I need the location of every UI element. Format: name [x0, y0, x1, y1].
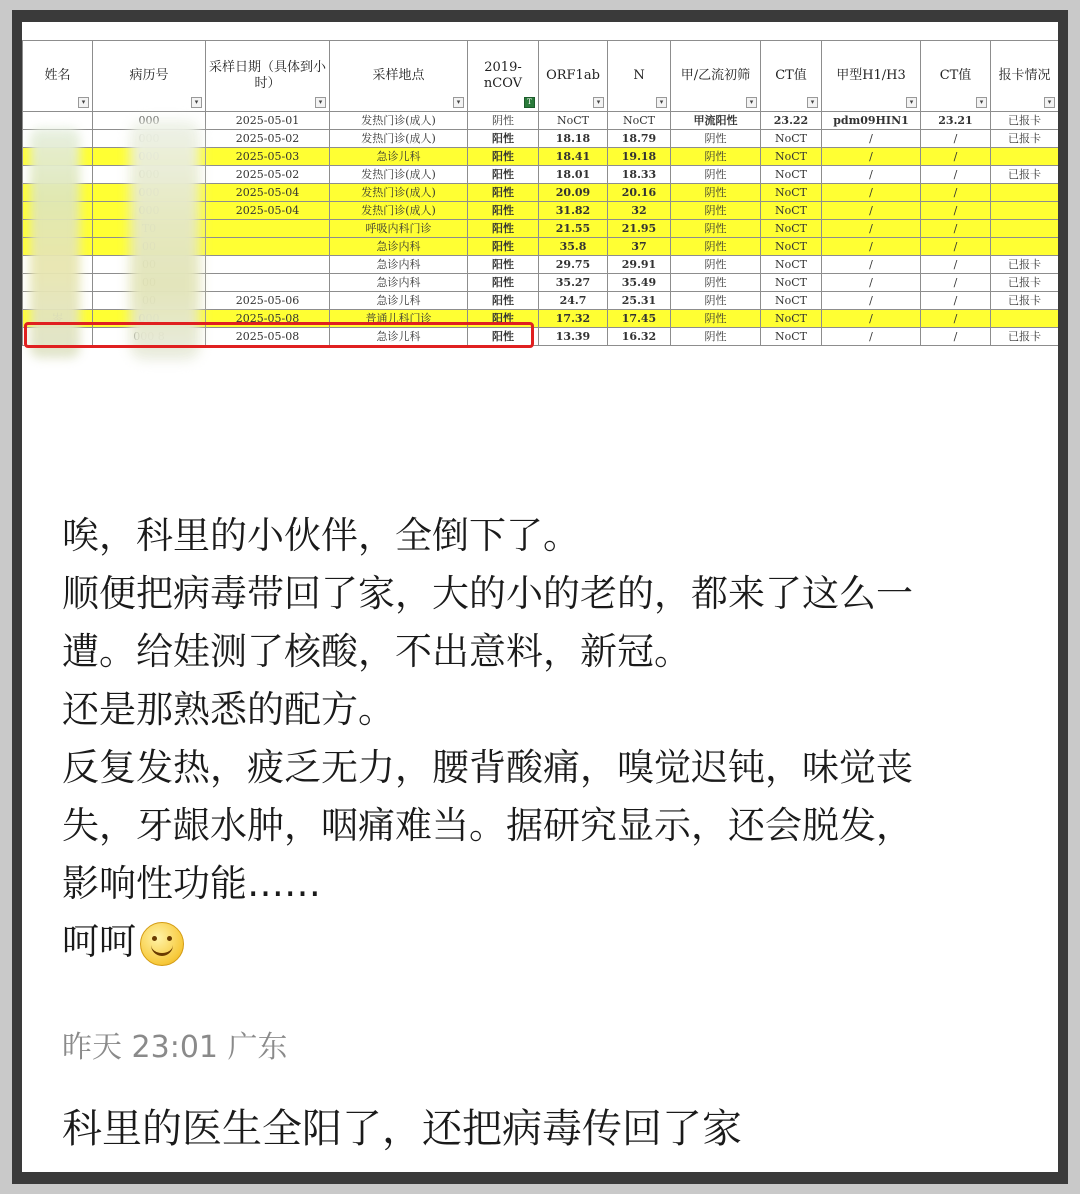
table-cell-flu: 阴性 [671, 166, 761, 184]
table-cell-ct1: NoCT [761, 130, 822, 148]
table-cell-n: 18.33 [608, 166, 671, 184]
column-header [671, 41, 761, 112]
table-cell-ncov: 阳性 [468, 328, 539, 346]
table-cell-report [991, 202, 1059, 220]
column-header-label: 甲/乙流初筛 [680, 68, 751, 83]
column-header-label: CT值 [775, 68, 807, 83]
table-cell-h1h3: / [822, 148, 921, 166]
table-cell-place: 发热门诊(成人) [330, 130, 468, 148]
table-cell-report: 已报卡 [991, 274, 1059, 292]
spreadsheet [22, 40, 1058, 346]
filter-dropdown-icon[interactable]: ▾ [656, 97, 667, 108]
table-cell-ct1: NoCT [761, 220, 822, 238]
table-cell-place: 急诊儿科 [330, 292, 468, 310]
table-cell-orf: 20.09 [539, 184, 608, 202]
table-cell-n: 25.31 [608, 292, 671, 310]
column-header-label: 姓名 [44, 68, 71, 83]
post-line: 唉，科里的小伙伴，全倒下了。 [62, 514, 580, 557]
table-cell-n: 17.45 [608, 310, 671, 328]
table-cell-flu: 阴性 [671, 184, 761, 202]
table-cell-ct1: NoCT [761, 184, 822, 202]
column-header-label: 甲型H1/H3 [836, 68, 906, 83]
table-cell-flu: 阴性 [671, 202, 761, 220]
post-body [62, 507, 1022, 971]
highlight-box [24, 322, 534, 348]
table-cell-orf: 31.82 [539, 202, 608, 220]
table-cell-date [206, 238, 330, 256]
table-cell-ct2: / [921, 148, 991, 166]
table-cell-ct1: NoCT [761, 292, 822, 310]
table-cell-flu: 阴性 [671, 238, 761, 256]
column-header [921, 41, 991, 112]
table-cell-date: 2025-05-06 [206, 292, 330, 310]
column-header [991, 41, 1059, 112]
table-cell-n: 32 [608, 202, 671, 220]
table-cell-h1h3: / [822, 184, 921, 202]
post-timestamp-location: 昨天 23:01 广东 [62, 1030, 288, 1065]
table-cell-orf: 24.7 [539, 292, 608, 310]
table-cell-ct2: 23.21 [921, 112, 991, 130]
table-cell-report: 已报卡 [991, 328, 1059, 346]
column-header [608, 41, 671, 112]
table-cell-ct2: / [921, 256, 991, 274]
filter-dropdown-icon[interactable]: ▾ [78, 97, 89, 108]
table-cell-place: 急诊内科 [330, 238, 468, 256]
column-header [93, 41, 206, 112]
table-cell-h1h3: / [822, 238, 921, 256]
table-cell-flu: 甲流阳性 [671, 112, 761, 130]
table-cell-ncov: 阳性 [468, 310, 539, 328]
post-line: 影响性功能…… [62, 862, 321, 905]
table-cell-ct1: NoCT [761, 202, 822, 220]
column-header [539, 41, 608, 112]
table-cell-ct2: / [921, 202, 991, 220]
table-cell-date [206, 256, 330, 274]
column-header-label: ORF1ab [546, 68, 600, 83]
filter-dropdown-icon[interactable]: ▾ [315, 97, 326, 108]
table-cell-orf: 18.18 [539, 130, 608, 148]
post-last-line [62, 913, 1022, 971]
table-cell-n: 18.79 [608, 130, 671, 148]
table-cell-flu: 阴性 [671, 310, 761, 328]
filter-dropdown-icon[interactable]: ▾ [593, 97, 604, 108]
table-cell-place: 普通儿科门诊 [330, 310, 468, 328]
table-cell-report: 已报卡 [991, 256, 1059, 274]
post-line: 呵呵 [62, 920, 136, 963]
table-cell-date [206, 274, 330, 292]
table-cell-place: 发热门诊(成人) [330, 112, 468, 130]
table-cell-ct1: NoCT [761, 310, 822, 328]
post-line: 失，牙龈水肿，咽痛难当。据研究显示，还会脱发， [62, 804, 913, 847]
table-cell-h1h3: / [822, 256, 921, 274]
table-cell-h1h3: / [822, 166, 921, 184]
filter-dropdown-icon[interactable]: ▾ [807, 97, 818, 108]
filter-dropdown-icon[interactable]: ▾ [906, 97, 917, 108]
table-cell-ncov: 阳性 [468, 274, 539, 292]
column-header-label: 2019-nCOV [483, 60, 523, 91]
table-cell-h1h3: / [822, 292, 921, 310]
table-cell-h1h3: / [822, 310, 921, 328]
table-cell-ncov: 阳性 [468, 238, 539, 256]
table-cell-n: 16.32 [608, 328, 671, 346]
screenshot-card [22, 22, 1058, 1172]
table-cell-report [991, 238, 1059, 256]
table-cell-ct2: / [921, 220, 991, 238]
column-header [206, 41, 330, 112]
filter-dropdown-icon[interactable]: ▾ [453, 97, 464, 108]
column-header [761, 41, 822, 112]
table-cell-flu: 阴性 [671, 292, 761, 310]
table-cell-ct2: / [921, 184, 991, 202]
table-cell-flu: 阴性 [671, 130, 761, 148]
table-cell-ncov: 阳性 [468, 202, 539, 220]
table-cell-date: 2025-05-08 [206, 328, 330, 346]
table-cell-h1h3: / [822, 130, 921, 148]
post-line: 遭。给娃测了核酸，不出意料，新冠。 [62, 630, 691, 673]
table-cell-ct1: NoCT [761, 238, 822, 256]
table-cell-h1h3: / [822, 202, 921, 220]
table-cell-n: 29.91 [608, 256, 671, 274]
table-cell-orf: 21.55 [539, 220, 608, 238]
table-cell-ct2: / [921, 292, 991, 310]
table-cell-place: 呼吸内科门诊 [330, 220, 468, 238]
table-cell-date: 2025-05-03 [206, 148, 330, 166]
table-cell-report: 已报卡 [991, 292, 1059, 310]
table-cell-ncov: 阳性 [468, 166, 539, 184]
table-cell-n: 19.18 [608, 148, 671, 166]
table-cell-report [991, 148, 1059, 166]
post-line: 顺便把病毒带回了家，大的小的老的，都来了这么一 [62, 572, 913, 615]
table-cell-report [991, 220, 1059, 238]
table-cell-report [991, 184, 1059, 202]
column-header-label: 病历号 [129, 68, 169, 83]
table-cell-n: 37 [608, 238, 671, 256]
post-line: 反复发热，疲乏无力，腰背酸痛，嗅觉迟钝，味觉丧 [62, 746, 913, 789]
table-cell-flu: 阴性 [671, 148, 761, 166]
table-cell-n: 20.16 [608, 184, 671, 202]
table-cell-ct1: NoCT [761, 256, 822, 274]
table-cell-report: 已报卡 [991, 166, 1059, 184]
post-line: 还是那熟悉的配方。 [62, 688, 395, 731]
table-cell-flu: 阴性 [671, 274, 761, 292]
table-cell-ncov: 阳性 [468, 130, 539, 148]
table-cell-ct1: NoCT [761, 166, 822, 184]
table-cell-ncov: 阳性 [468, 184, 539, 202]
table-cell-ct2: / [921, 238, 991, 256]
table-cell-place: 发热门诊(成人) [330, 202, 468, 220]
table-cell-flu: 阴性 [671, 256, 761, 274]
table-cell-date: 2025-05-02 [206, 130, 330, 148]
table-cell-place: 急诊内科 [330, 274, 468, 292]
table-cell-ct1: NoCT [761, 148, 822, 166]
filter-dropdown-icon[interactable]: T [524, 97, 535, 108]
table-cell-ct1: NoCT [761, 274, 822, 292]
table-cell-ct2: / [921, 310, 991, 328]
table-cell-n: 35.49 [608, 274, 671, 292]
table-cell-report [991, 310, 1059, 328]
table-cell-ncov: 阳性 [468, 292, 539, 310]
table-cell-orf: 18.01 [539, 166, 608, 184]
table-cell-place: 急诊儿科 [330, 328, 468, 346]
table-cell-ncov: 阳性 [468, 220, 539, 238]
column-header-label: N [633, 68, 645, 83]
table-cell-ncov: 阴性 [468, 112, 539, 130]
table-cell-n: 21.95 [608, 220, 671, 238]
table-cell-date: 2025-05-01 [206, 112, 330, 130]
table-cell-date: 2025-05-02 [206, 166, 330, 184]
table-cell-report: 已报卡 [991, 130, 1059, 148]
table-cell-ct1: NoCT [761, 328, 822, 346]
table-cell-place: 发热门诊(成人) [330, 184, 468, 202]
table-cell-ct2: / [921, 274, 991, 292]
smile-emoji-icon [140, 922, 184, 966]
table-cell-orf: 29.75 [539, 256, 608, 274]
table-cell-date: 2025-05-08 [206, 310, 330, 328]
filter-dropdown-icon[interactable]: ▾ [746, 97, 757, 108]
column-header [23, 41, 93, 112]
table-cell-flu: 阴性 [671, 328, 761, 346]
caption-text: 科里的医生全阳了，还把病毒传回了家 [62, 1106, 742, 1152]
table-cell-h1h3: / [822, 328, 921, 346]
table-cell-h1h3: pdm09HIN1 [822, 112, 921, 130]
table-cell-h1h3: / [822, 220, 921, 238]
table-cell-orf: NoCT [539, 112, 608, 130]
table-cell-place: 急诊内科 [330, 256, 468, 274]
table-cell-ct2: / [921, 130, 991, 148]
filter-dropdown-icon[interactable]: ▾ [976, 97, 987, 108]
table-cell-orf: 35.27 [539, 274, 608, 292]
table-cell-n: NoCT [608, 112, 671, 130]
table-cell-orf: 18.41 [539, 148, 608, 166]
table-cell-ct1: 23.22 [761, 112, 822, 130]
column-header [330, 41, 468, 112]
table-cell-orf: 17.32 [539, 310, 608, 328]
table-cell-name [23, 112, 93, 130]
table-cell-place: 急诊儿科 [330, 148, 468, 166]
column-header-label: 采样日期（具体到小时） [208, 60, 326, 91]
table-cell-ct2: / [921, 166, 991, 184]
table-cell-date: 2025-05-04 [206, 184, 330, 202]
table-cell-ncov: 阳性 [468, 148, 539, 166]
table-cell-flu: 阴性 [671, 220, 761, 238]
table-cell-place: 发热门诊(成人) [330, 166, 468, 184]
table-cell-report: 已报卡 [991, 112, 1059, 130]
filter-dropdown-icon[interactable]: ▾ [1044, 97, 1055, 108]
column-header-label: 采样地点 [372, 68, 425, 83]
table-cell-date: 2025-05-04 [206, 202, 330, 220]
column-header [468, 41, 539, 112]
table-cell-ct2: / [921, 328, 991, 346]
table-cell-orf: 13.39 [539, 328, 608, 346]
table-cell-orf: 35.8 [539, 238, 608, 256]
filter-dropdown-icon[interactable]: ▾ [191, 97, 202, 108]
table-cell-date [206, 220, 330, 238]
table-cell-ncov: 阳性 [468, 256, 539, 274]
table-header-row [23, 41, 1059, 112]
table-cell-h1h3: / [822, 274, 921, 292]
column-header-label: 报卡情况 [998, 68, 1051, 83]
column-header [822, 41, 921, 112]
column-header-label: CT值 [939, 68, 972, 83]
